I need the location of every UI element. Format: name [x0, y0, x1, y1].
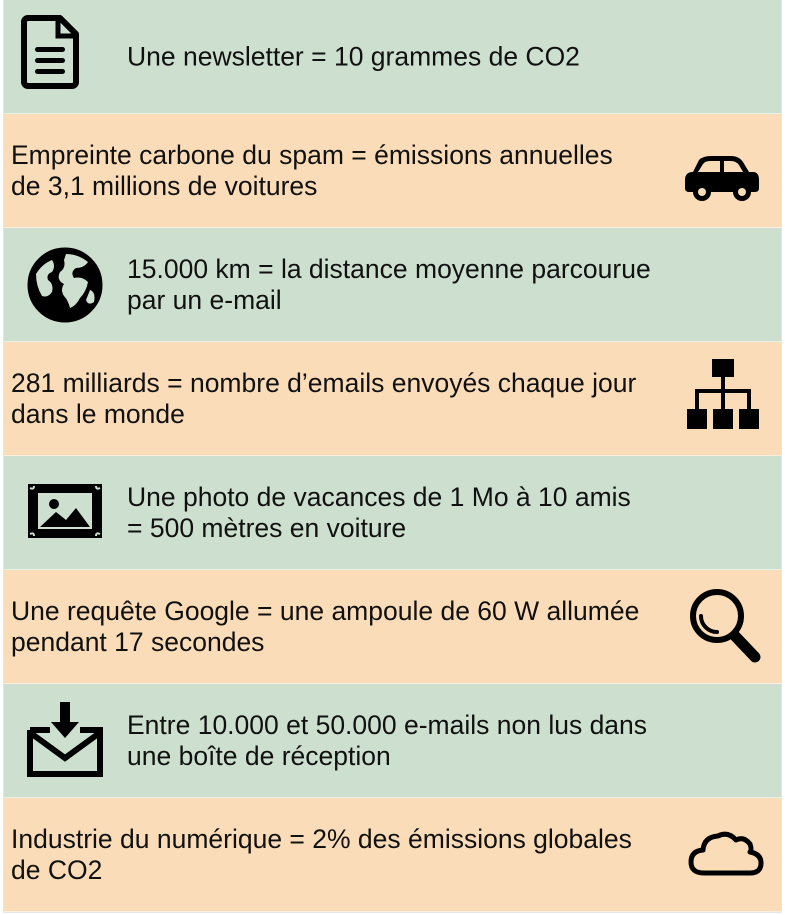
magnifier-icon: [687, 586, 763, 664]
fact-row-newsletter: [4, 0, 781, 114]
fact-text: 281 milliards = nombre d’emails envoyés chaque jour dans le monde: [11, 367, 637, 429]
fact-row-spam: [4, 114, 781, 228]
fact-text: Industrie du numérique = 2% des émissions globales de CO2: [11, 823, 632, 885]
fact-row-digital-industry: [4, 798, 781, 912]
fact-text: Empreinte carbone du spam = émissions annuelles de 3,1 millions de voitures: [11, 139, 613, 201]
fact-row-unread-emails: [4, 684, 781, 798]
sitemap-icon: [686, 357, 760, 433]
fact-text: 15.000 km = la distance moyenne parcourue par un e-mail: [127, 253, 651, 315]
facts-list: [3, 0, 782, 913]
document-icon: [20, 14, 82, 90]
fact-text: Une requête Google = une ampoule de 60 W allumée pendant 17 secondes: [11, 595, 640, 657]
picture-frame-icon: [26, 482, 104, 540]
cloud-icon: [688, 828, 764, 878]
fact-row-google-search: [4, 570, 781, 684]
fact-text: Entre 10.000 et 50.000 e-mails non lus dans une boîte de réception: [127, 709, 648, 771]
globe-icon: [26, 246, 104, 324]
fact-text: Une photo de vacances de 1 Mo à 10 amis = 500 mètres en voiture: [127, 481, 631, 543]
fact-row-distance: [4, 228, 781, 342]
fact-text: Une newsletter = 10 grammes de CO2: [127, 41, 580, 71]
fact-row-emails-sent: [4, 342, 781, 456]
inbox-download-icon: [26, 700, 104, 778]
fact-row-photo: [4, 456, 781, 570]
car-icon: [683, 154, 761, 202]
